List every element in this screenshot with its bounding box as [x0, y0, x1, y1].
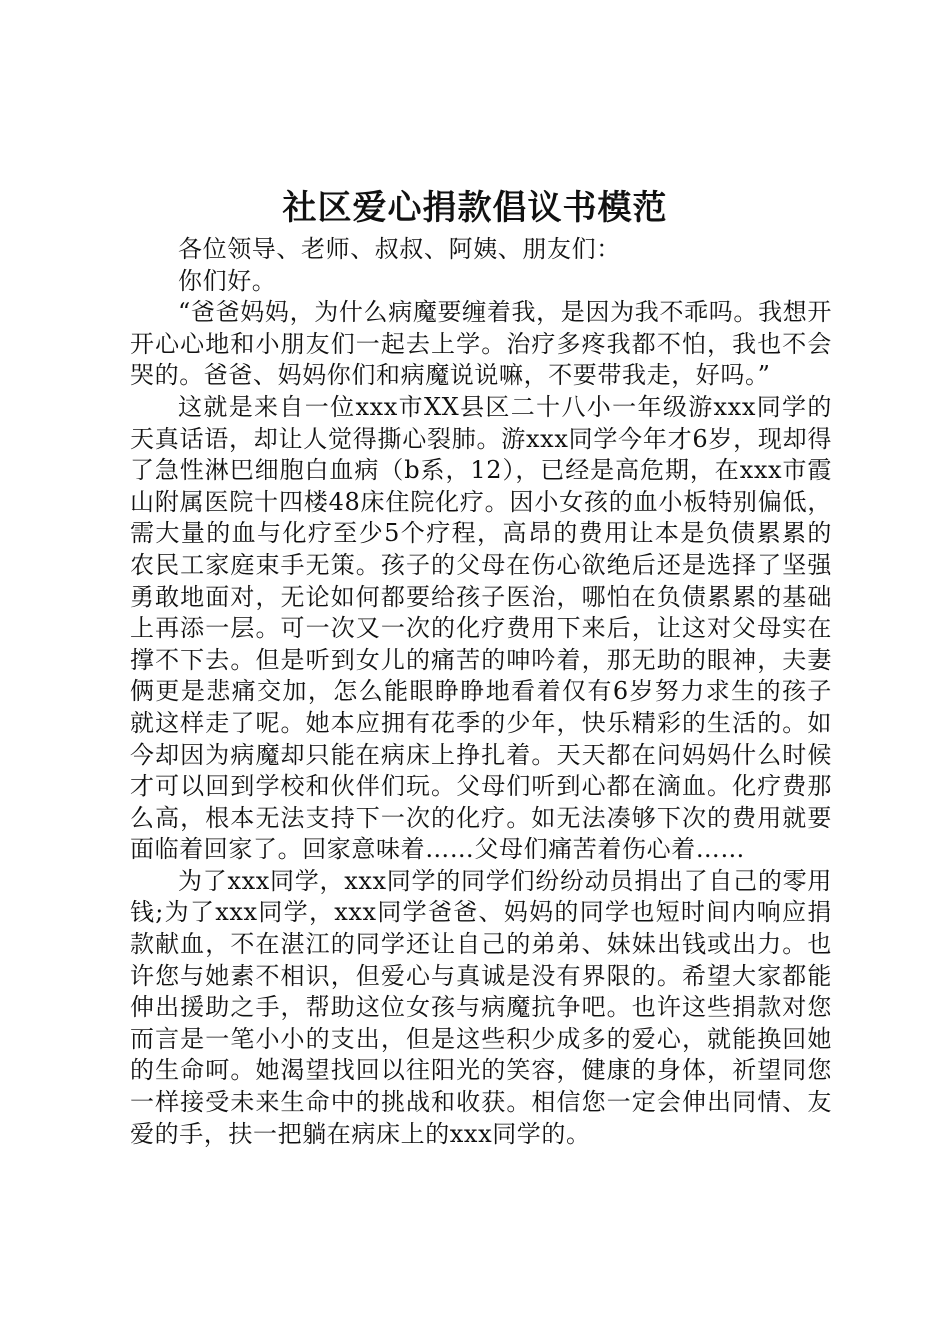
salutation: 各位领导、老师、叔叔、阿姨、朋友们： [178, 235, 621, 263]
greeting: 你们好。 [178, 266, 277, 295]
document-body [130, 234, 832, 1150]
document-title: 社区爱心捐款倡议书模范 [282, 188, 668, 228]
quote-paragraph: “爸爸妈妈，为什么病魔要缠着我，是因为我不乖吗。我想开开心心地和小朋友们一起去上学。治疗多疼我都不怕，我也不会哭的。爸爸、妈妈你们和病魔说说嘛，不要带我走，好吗。” [130, 298, 832, 390]
story-paragraph: 这就是来自一位xxx市XX县区二十八小一年级游xxx同学的天真话语，却让人觉得撕心裂肺。游xxx同学今年才6岁，现却得了急性淋巴细胞白血病（b系，12），已经是高危期，在xxx市霞山附属医院十四楼48床住院化疗。因小女孩的血小板特别偏低，需大量的血与化疗至少5个疗程，高昂的费用让本是负债累累的农民工家庭束手无策。孩子的父母在伤心欲绝后还是选择了坚强勇敢地面对，无论如何都要给孩子医治，哪怕在负债累累的基础上再添一层。可一次又一次的化疗费用下来后，让这对父母实在撑不下去。但是听到女儿的痛苦的呻吟着，那无助的眼神，夫妻俩更是悲痛交加，怎么能眼睁睁地看着仅有6岁努力求生的孩子就这样走了呢。她本应拥有花季的少年，快乐精彩的生活的。如今却因为病魔却只能在病床上挣扎着。天天都在问妈妈什么时候才可以回到学校和伙伴们玩。父母们听到心都在滴血。化疗费那么高，根本无法支持下一次的化疗。如无法凑够下次的费用就要面临着回家了。回家意味着……父母们痛苦着伤心着…… [130, 392, 832, 864]
appeal-paragraph: 为了xxx同学，xxx同学的同学们纷纷动员捐出了自己的零用钱;为了xxx同学，xxx同学爸爸、妈妈的同学也短时间内响应捐款献血，不在湛江的同学还让自己的弟弟、妹妹出钱或出力。也许您与她素不相识，但爱心与真诚是没有界限的。希望大家都能伸出援助之手，帮助这位女孩与病魔抗争吧。也许这些捐款对您而言是一笔小小的支出，但是这些积少成多的爱心，就能换回她的生命呵。她渴望找回以往阳光的笑容，健康的身体，祈望同您一样接受未来生命中的挑战和收获。相信您一定会伸出同情、友爱的手，扶一把躺在病床上的xxx同学的。 [130, 866, 832, 1148]
